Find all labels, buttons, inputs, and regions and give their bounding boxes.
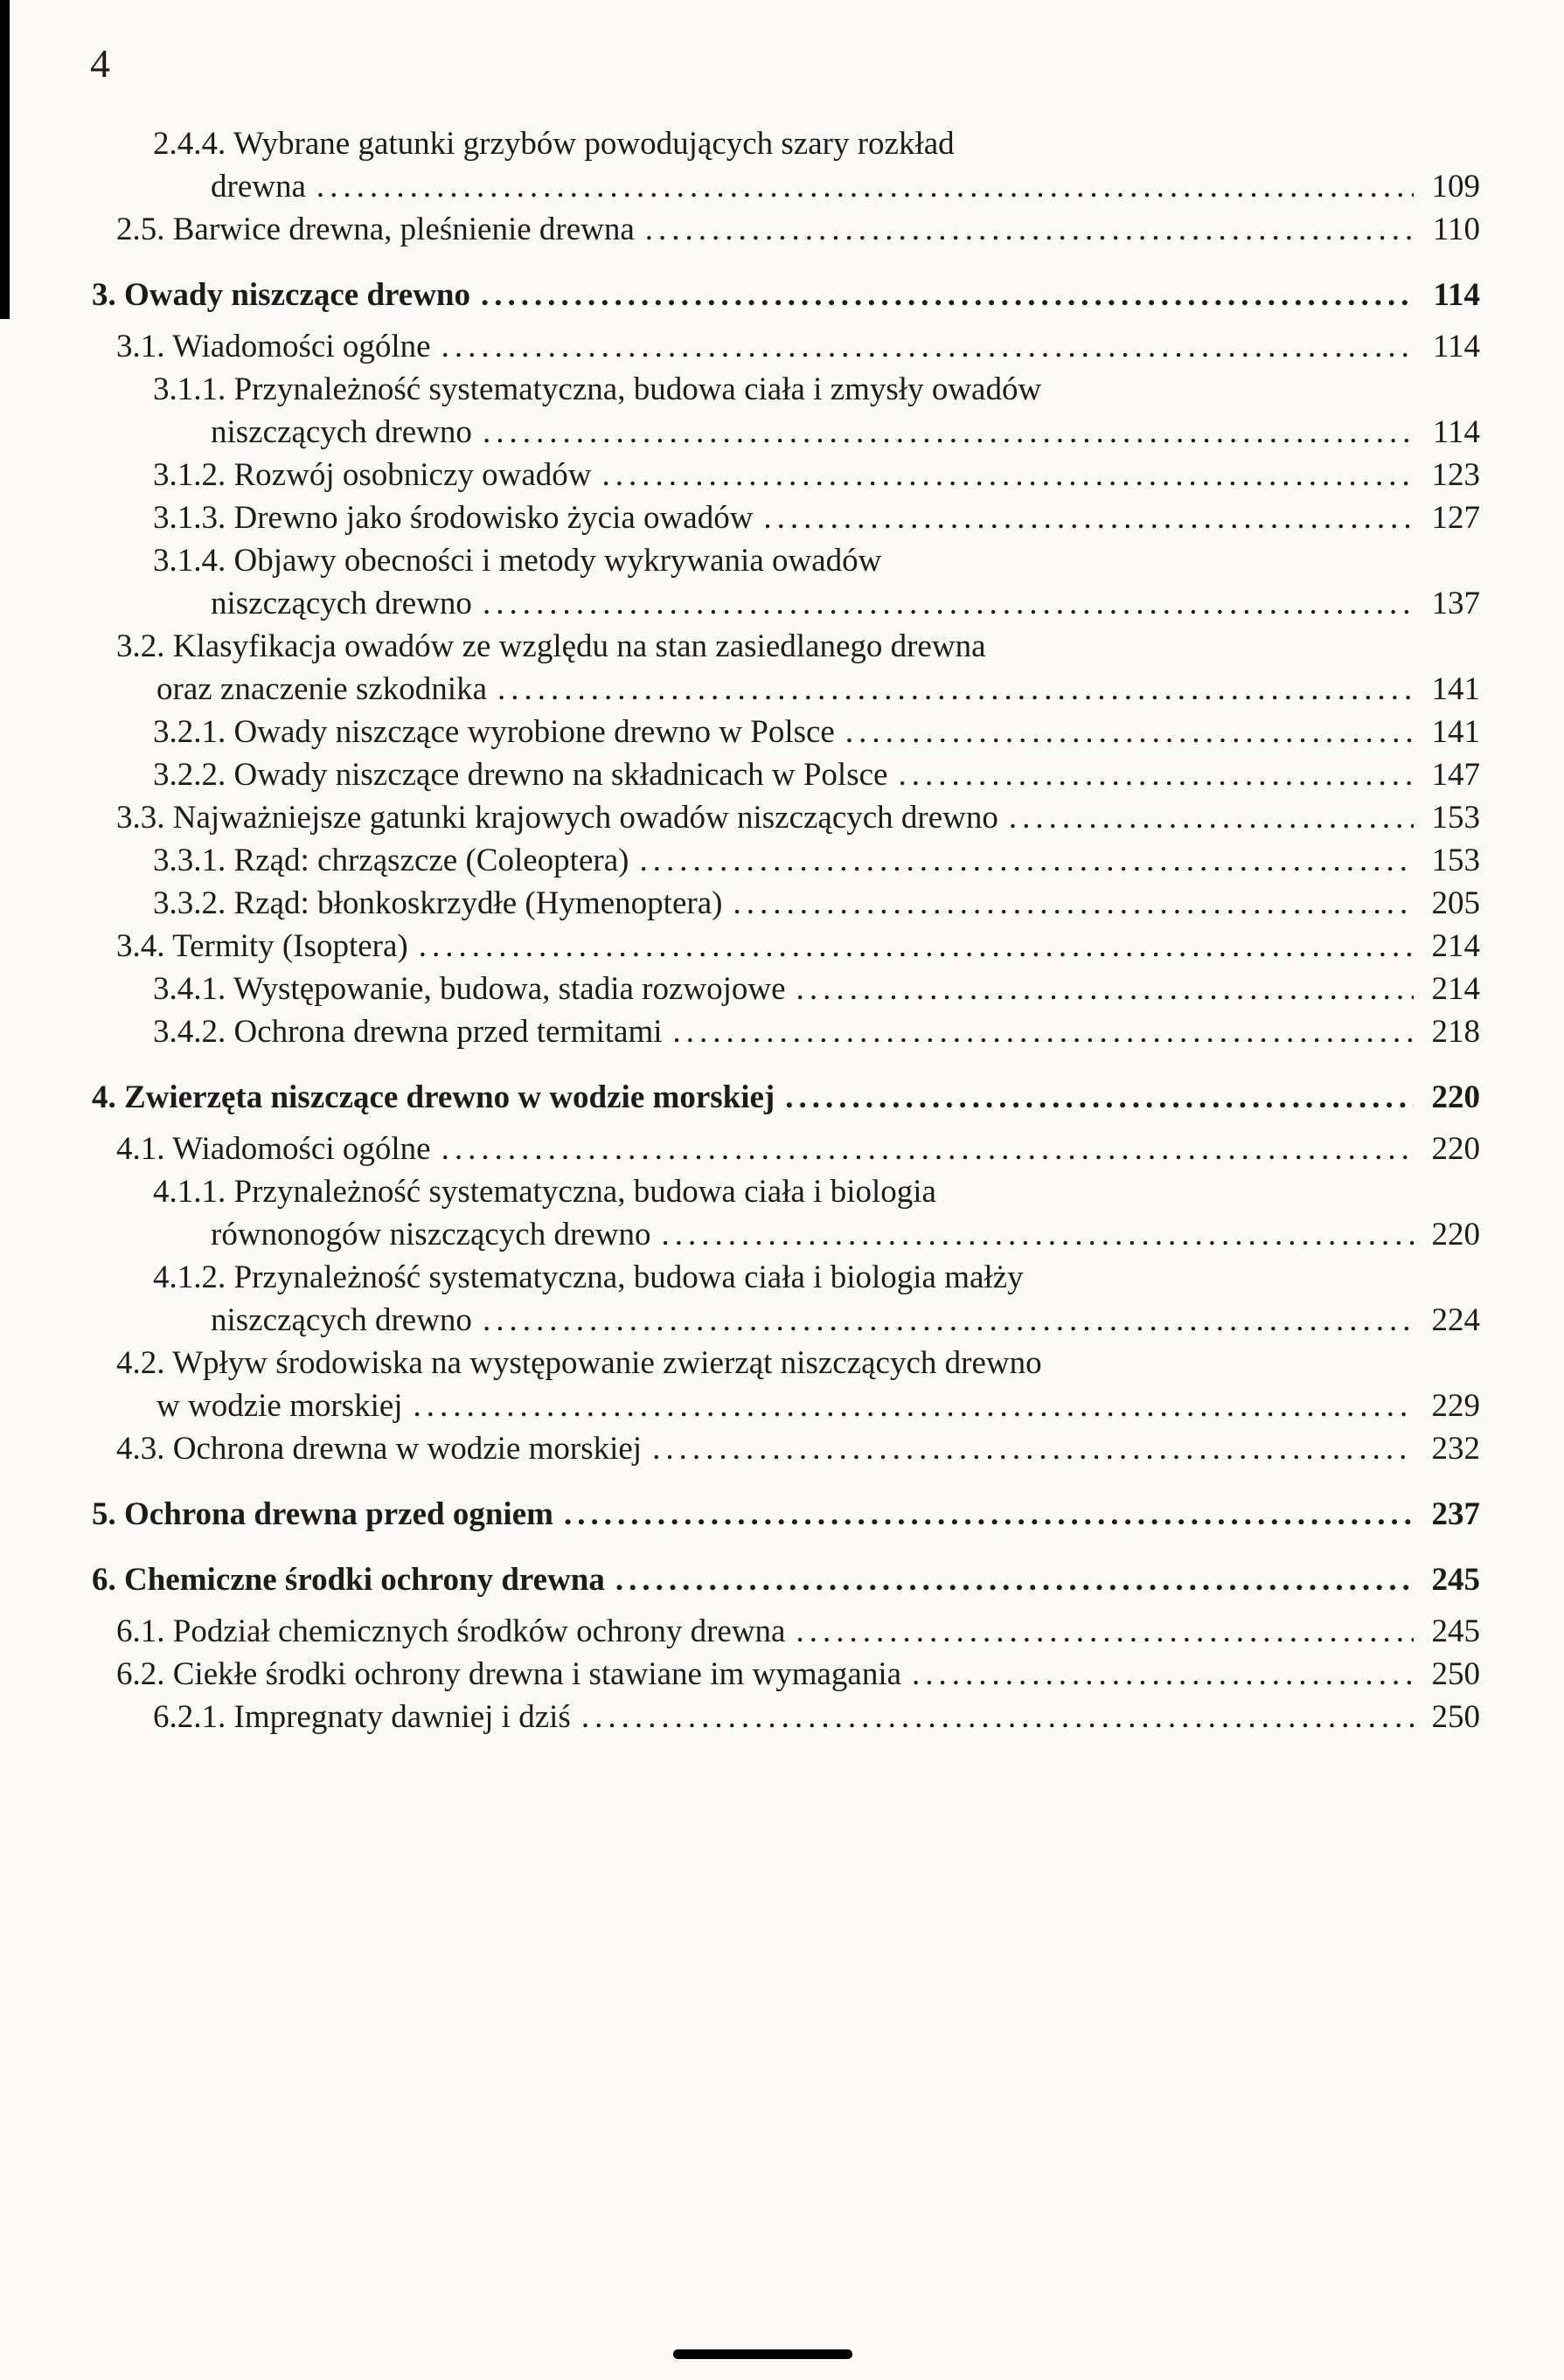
dot-leader: [581, 1696, 1414, 1738]
dot-leader: [483, 411, 1414, 454]
toc-line: [153, 711, 1480, 753]
toc-page-number: 214: [1431, 971, 1480, 1007]
toc-entry-text: 3.1.3. Drewno jako środowisko życia owadów: [153, 500, 754, 536]
toc-entry-text: 4.1.2. Przynależność systematyczna, budowa ciała i biologia małży: [153, 1259, 1024, 1295]
dot-leader: [639, 839, 1414, 882]
dot-leader: [414, 1384, 1414, 1427]
toc-page-number: 250: [1431, 1656, 1480, 1692]
toc-line: [153, 1696, 1480, 1738]
toc-page-number: 245: [1431, 1613, 1480, 1649]
dot-leader: [419, 925, 1414, 968]
toc-line: [116, 625, 1480, 668]
toc-entry-text: oraz znaczenie szkodnika: [156, 671, 488, 707]
toc-line: [116, 1427, 1480, 1470]
toc-entry: [92, 454, 1480, 496]
toc-page-number: 141: [1431, 714, 1480, 750]
toc-line: [156, 1384, 1480, 1427]
toc-page-number: 137: [1431, 586, 1480, 621]
toc-line: [116, 1128, 1480, 1170]
toc-page-number: 127: [1431, 500, 1480, 536]
toc-entry: [92, 1256, 1480, 1342]
dot-leader: [615, 1558, 1414, 1601]
toc-page-number: 218: [1431, 1014, 1480, 1050]
toc-page-number: 123: [1431, 457, 1480, 493]
toc-entry-text: 3.2.2. Owady niszczące drewno na składnicach w Polsce: [153, 757, 888, 793]
toc-entry-text: niszczących drewno: [211, 1302, 472, 1338]
toc-line: [92, 274, 1480, 316]
toc-entry: [92, 1342, 1480, 1427]
toc-entry-text: 4.2. Wpływ środowiska na występowanie zwierząt niszczących drewno: [116, 1345, 1042, 1381]
dot-leader: [912, 1653, 1414, 1696]
toc-line: [92, 1493, 1480, 1536]
toc-entry: [92, 968, 1480, 1010]
toc-line: [116, 208, 1480, 251]
toc-entry-text: drewna: [211, 169, 306, 205]
dot-leader: [796, 1610, 1414, 1653]
toc-entry: [92, 882, 1480, 925]
dot-leader: [673, 1010, 1414, 1053]
toc-entry-text: 3.4.1. Występowanie, budowa, stadia rozwojowe: [153, 971, 786, 1007]
toc-entry: [92, 208, 1480, 251]
toc-entries: [92, 122, 1480, 1738]
toc-page-number: 245: [1431, 1562, 1480, 1598]
toc-entry: [92, 796, 1480, 839]
toc-entry-text: 3.1. Wiadomości ogólne: [116, 329, 431, 364]
toc-entry: [92, 753, 1480, 796]
toc-entry-text: 4.1.1. Przynależność systematyczna, budowa ciała i biologia: [153, 1174, 936, 1210]
toc-entry: [92, 1128, 1480, 1170]
dot-leader: [441, 1128, 1414, 1170]
toc-line: [153, 753, 1480, 796]
dot-leader: [796, 968, 1414, 1010]
toc-line: [116, 325, 1480, 368]
toc-entry: [92, 1558, 1480, 1601]
toc-entry: [92, 1610, 1480, 1653]
toc-line: [153, 968, 1480, 1010]
toc-page-number: 220: [1431, 1079, 1480, 1115]
toc-line: [153, 1010, 1480, 1053]
toc-line: [116, 1342, 1480, 1384]
toc-line: [153, 122, 1480, 165]
toc-entry-text: 4.3. Ochrona drewna w wodzie morskiej: [116, 1431, 643, 1467]
toc-entry-text: 6. Chemiczne środki ochrony drewna: [92, 1562, 605, 1598]
dot-leader: [497, 668, 1414, 711]
toc-page-number: 250: [1431, 1699, 1480, 1735]
toc-page-number: 141: [1431, 671, 1480, 707]
toc-entry: [92, 625, 1480, 711]
toc-entry-text: 3.4.2. Ochrona drewna przed termitami: [153, 1014, 663, 1050]
toc-entry-text: równonogów niszczących drewno: [211, 1217, 651, 1252]
toc-line: [153, 839, 1480, 882]
toc-page-number: 109: [1431, 169, 1480, 205]
toc-page-number: 205: [1431, 885, 1480, 921]
toc-line: [92, 1558, 1480, 1601]
toc-line: [116, 796, 1480, 839]
toc-entry-text: 2.4.4. Wybrane gatunki grzybów powodujących szary rozkład: [153, 126, 955, 162]
toc-entry: [92, 925, 1480, 968]
toc-entry-text: niszczących drewno: [211, 586, 472, 621]
toc-entry: [92, 1010, 1480, 1053]
toc-line: [116, 925, 1480, 968]
toc-page-number: 220: [1431, 1217, 1480, 1252]
dot-leader: [733, 882, 1414, 925]
toc-line: [211, 582, 1480, 625]
toc-entry-text: 4.1. Wiadomości ogólne: [116, 1131, 431, 1167]
dot-leader: [898, 753, 1414, 796]
dot-leader: [483, 582, 1414, 625]
toc-line: [153, 1256, 1480, 1299]
dot-leader: [481, 274, 1414, 316]
toc-entry-text: 3.3. Najważniejsze gatunki krajowych owadów niszczących drewno: [116, 800, 998, 836]
toc-entry: [92, 325, 1480, 368]
toc-page-number: 114: [1432, 414, 1480, 450]
toc-entry-text: 3.3.2. Rząd: błonkoskrzydłe (Hymenoptera): [153, 885, 723, 921]
toc-entry: [92, 122, 1480, 208]
toc-entry-text: 4. Zwierzęta niszczące drewno w wodzie morskiej: [92, 1079, 775, 1115]
dot-leader: [661, 1213, 1414, 1256]
toc-entry-text: 6.2.1. Impregnaty dawniej i dziś: [153, 1699, 571, 1735]
toc-line: [116, 1610, 1480, 1653]
toc-entry: [92, 368, 1480, 454]
toc-entry: [92, 1653, 1480, 1696]
toc-entry: [92, 711, 1480, 753]
toc-entry-text: 3.1.4. Objawy obecności i metody wykrywania owadów: [153, 543, 882, 579]
scan-artifact-bottom-smudge: [673, 2349, 852, 2359]
toc-page-number: 110: [1432, 212, 1480, 247]
toc-entry: [92, 1427, 1480, 1470]
dot-leader: [763, 496, 1414, 539]
toc-entry-text: niszczących drewno: [211, 414, 472, 450]
toc-entry: [92, 496, 1480, 539]
toc-page-number: 153: [1431, 843, 1480, 878]
toc-entry-text: w wodzie morskiej: [156, 1388, 403, 1424]
toc-page-number: 229: [1431, 1388, 1480, 1424]
toc-entry: [92, 1170, 1480, 1256]
toc-entry-text: 3.3.1. Rząd: chrząszcze (Coleoptera): [153, 843, 629, 878]
toc-line: [92, 1076, 1480, 1119]
toc-page-number: 232: [1431, 1431, 1480, 1467]
dot-leader: [845, 711, 1414, 753]
toc-page-number: 147: [1431, 757, 1480, 793]
toc-entry-text: 3.2.1. Owady niszczące wyrobione drewno w Polsce: [153, 714, 835, 750]
toc-entry: [92, 839, 1480, 882]
toc-line: [153, 496, 1480, 539]
toc-entry-text: 3.4. Termity (Isoptera): [116, 928, 408, 964]
page-number: 4: [90, 41, 110, 86]
toc-line: [153, 368, 1480, 411]
toc-line: [153, 539, 1480, 582]
toc-entry-text: 5. Ochrona drewna przed ogniem: [92, 1496, 553, 1532]
dot-leader: [441, 325, 1414, 368]
toc-line: [211, 165, 1480, 208]
toc-entry: [92, 1076, 1480, 1119]
toc-entry-text: 2.5. Barwice drewna, pleśnienie drewna: [116, 212, 635, 247]
toc-line: [211, 1299, 1480, 1342]
toc-line: [153, 882, 1480, 925]
scan-artifact-left-edge: [0, 0, 10, 319]
toc-entry-text: 3.2. Klasyfikacja owadów ze względu na stan zasiedlanego drewna: [116, 628, 986, 664]
toc-page-number: 114: [1433, 277, 1480, 313]
toc-entry-text: 6.1. Podział chemicznych środków ochrony drewna: [116, 1613, 786, 1649]
dot-leader: [564, 1493, 1414, 1536]
dot-leader: [652, 1427, 1414, 1470]
toc-page-number: 224: [1431, 1302, 1480, 1338]
toc-entry-text: 3. Owady niszczące drewno: [92, 277, 470, 313]
toc-entry-text: 3.1.2. Rozwój osobniczy owadów: [153, 457, 592, 493]
dot-leader: [316, 165, 1414, 208]
toc-entry: [92, 274, 1480, 316]
toc-line: [153, 1170, 1480, 1213]
dot-leader: [645, 208, 1414, 251]
toc-line: [116, 1653, 1480, 1696]
toc-page-number: 153: [1431, 800, 1480, 836]
dot-leader: [602, 454, 1415, 496]
toc-entry-text: 3.1.1. Przynależność systematyczna, budowa ciała i zmysły owadów: [153, 371, 1042, 407]
toc-line: [211, 411, 1480, 454]
toc-line: [211, 1213, 1480, 1256]
dot-leader: [1009, 796, 1414, 839]
toc-entry: [92, 539, 1480, 625]
dot-leader: [785, 1076, 1414, 1119]
toc-line: [156, 668, 1480, 711]
toc-line: [153, 454, 1480, 496]
toc-entry-text: 6.2. Ciekłe środki ochrony drewna i stawiane im wymagania: [116, 1656, 902, 1692]
toc-page-number: 237: [1431, 1496, 1480, 1532]
toc-entry: [92, 1493, 1480, 1536]
toc-page-number: 220: [1431, 1131, 1480, 1167]
dot-leader: [483, 1299, 1414, 1342]
toc-entry: [92, 1696, 1480, 1738]
toc-page-number: 214: [1431, 928, 1480, 964]
toc-page-number: 114: [1432, 329, 1480, 364]
